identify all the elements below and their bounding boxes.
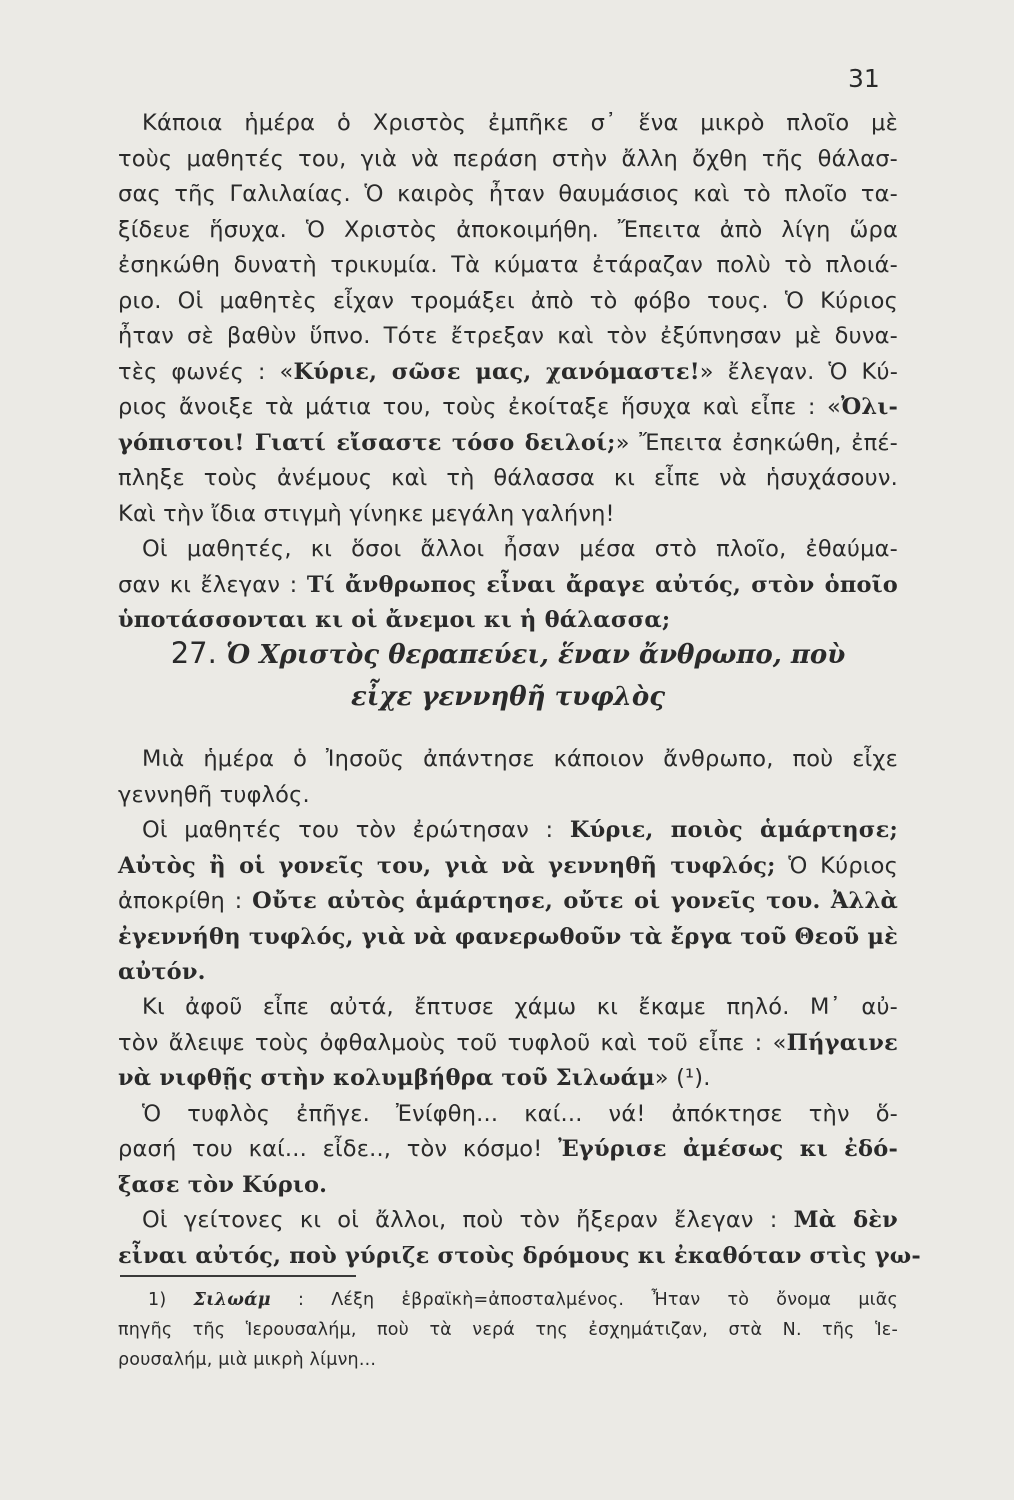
text-line: ριο. Οἱ μαθητὲς εἶχαν τρομάξει ἀπὸ τὸ φόβο τους. Ὁ Κύριος (118, 287, 898, 314)
text-line (118, 355, 898, 391)
paragraph-healing-text (118, 990, 898, 1203)
chapter-heading-line: εἶχε γεννηθῆ τυφλὸς (350, 682, 666, 712)
text-run: ἀποκρίθη : (118, 888, 253, 914)
footnote-text: : Λέξη ἑβραϊκὴ=ἀποσταλμένος. Ἦταν τὸ ὄνομα μιᾶς (270, 1290, 898, 1310)
quote-bold: Κύριε, ποιὸς ἁμάρτησε; (569, 817, 898, 843)
text-line: γεννηθῆ τυφλός. (118, 781, 310, 808)
quote-bold: Μὰ δὲν (793, 1207, 898, 1233)
quote-bold: νὰ νιφθῇς στὴν κολυμβήθρα τοῦ Σιλωάμ (118, 1065, 655, 1091)
text-run: Οἱ μαθητές του τὸν ἐρώτησαν : (142, 817, 570, 843)
text-run: » Ἔπειτα ἐσηκώθη, ἐπέ- (615, 429, 898, 456)
footnote-divider (120, 1275, 356, 1277)
footnote-term: Σιλωάμ (193, 1290, 271, 1310)
quote-bold: Ἐγύρισε ἀμέσως κι ἐδό- (558, 1136, 898, 1162)
text-line: Καὶ τὴν ἴδια στιγμὴ γίνηκε μεγάλη γαλήνη! (118, 500, 615, 527)
text-line (118, 813, 898, 849)
quote-bold: ξασε τὸν Κύριο. (118, 1171, 328, 1198)
paragraph-healing (118, 990, 898, 1203)
text-line (118, 426, 898, 462)
quote-bold: ἐγεννήθη τυφλός, γιὰ νὰ φανερωθοῦν τὰ ἔργα τοῦ Θεοῦ μὲ (118, 923, 898, 950)
footnote-line: ρουσαλήμ, μιὰ μικρὴ λίμνη... (118, 1350, 377, 1370)
paragraph-storm (118, 106, 898, 532)
quote-bold: Οὔτε αὐτὸς ἁμάρτησε, οὔτε οἱ γονεῖς του. Ἀλλὰ (252, 888, 898, 914)
paragraph-blind-man (118, 742, 898, 991)
quote-bold: ὑποτάσσονται κι οἱ ἄνεμοι κι ἡ θάλασσα; (118, 607, 671, 633)
paragraph-storm-text (118, 106, 898, 532)
footnote-marker: 1) (148, 1290, 167, 1310)
quote-bold: Ὀλι- (840, 394, 898, 420)
quote-bold: Τί ἄνθρωπος εἶναι ἄραγε αὐτός, στὸν ὁποῖο (306, 571, 898, 598)
footnote-line (118, 1285, 898, 1315)
paragraph-blind-man-text (118, 742, 898, 991)
paragraph-neighbours-text (118, 1203, 921, 1274)
text-line: ξίδευε ἥσυχα. Ὁ Χριστὸς ἀποκοιμήθη. Ἔπειτα ἀπὸ λίγη ὥρα (118, 216, 898, 243)
text-run: » ἔλεγαν. Ὁ Κύ- (699, 358, 899, 385)
text-line (118, 1132, 898, 1168)
quote-bold: εἶναι αὐτός, ποὺ γύριζε στοὺς δρόμους κι ἐκαθόταν στὶς γω- (118, 1242, 921, 1269)
page-number: 31 (848, 64, 880, 93)
paragraph-neighbours (118, 1203, 921, 1274)
text-line (118, 568, 898, 604)
text-line: Κάποια ἡμέρα ὁ Χριστὸς ἐμπῆκε σ᾽ ἕνα μικρὸ πλοῖο μὲ (142, 110, 898, 136)
text-line: ἦταν σὲ βαθὺν ὕπνο. Τότε ἔτρεξαν καὶ τὸν ἐξύπνησαν μὲ δυνα- (118, 323, 898, 349)
text-line (118, 849, 898, 885)
chapter-heading (118, 632, 898, 718)
chapter-heading-line (118, 632, 898, 676)
text-line: πληξε τοὺς ἀνέμους καὶ τὴ θάλασσα κι εἶπε νὰ ἡσυχάσουν. (118, 465, 898, 491)
quote-bold: γόπιστοι! Γιατί εἴσαστε τόσο δειλοί; (118, 429, 616, 456)
quote-bold: Κύριε, σῶσε μας, χανόμαστε! (293, 358, 700, 385)
footnote (118, 1285, 898, 1375)
text-run: Ὁ Κύριος (775, 852, 898, 879)
text-line (118, 920, 898, 956)
text-line: σας τῆς Γαλιλαίας. Ὁ καιρὸς ἦταν θαυμάσιος καὶ τὸ πλοῖο τα- (118, 181, 898, 207)
chapter-title-part: Ὁ Χριστὸς θεραπεύει, ἕναν ἄνθρωπο, ποὺ (225, 640, 846, 670)
text-line (118, 1026, 898, 1062)
text-run: σαν κι ἔλεγαν : (118, 571, 307, 598)
paragraph-marvel-text (118, 532, 898, 639)
text-line (118, 1061, 898, 1097)
text-line (118, 1168, 898, 1204)
text-run: τὸν ἄλειψε τοὺς ὀφθαλμοὺς τοῦ τυφλοῦ καὶ τοῦ εἶπε : « (118, 1029, 787, 1056)
text-line (118, 390, 898, 426)
text-line: τοὺς μαθητές του, γιὰ νὰ περάση στὴν ἄλλη ὄχθη τῆς θάλασ- (118, 145, 898, 172)
text-line: ἐσηκώθη δυνατὴ τρικυμία. Τὰ κύματα ἐτάραζαν πολὺ τὸ πλοιά- (118, 252, 898, 278)
text-line (118, 1203, 898, 1239)
text-line (118, 955, 898, 991)
quote-bold: αὐτόν. (118, 959, 206, 985)
text-line: Μιὰ ἡμέρα ὁ Ἰησοῦς ἀπάντησε κάποιον ἄνθρωπο, ποὺ εἶχε (142, 746, 898, 772)
text-line: Κι ἀφοῦ εἶπε αὐτά, ἔπτυσε χάμω κι ἔκαμε πηλό. Μ᾽ αὐ- (142, 994, 898, 1020)
quote-bold: Πήγαινε (786, 1029, 898, 1056)
text-run: Οἱ γείτονες κι οἱ ἄλλοι, ποὺ τὸν ἤξεραν ἔλεγαν : (142, 1207, 794, 1233)
footnote-line: πηγῆς τῆς Ἱερουσαλήμ, ποὺ τὰ νερά της ἐσχημάτιζαν, στὰ Ν. τῆς Ἱε- (118, 1320, 898, 1340)
quote-bold: Αὐτὸς ἢ οἱ γονεῖς του, γιὰ νὰ γεννηθῆ τυφλός; (118, 852, 776, 879)
paragraph-marvel (118, 532, 898, 639)
text-line (118, 1239, 921, 1275)
text-run: τὲς φωνές : « (118, 358, 294, 385)
chapter-number: 27. (170, 636, 217, 670)
text-line: Οἱ μαθητές, κι ὅσοι ἄλλοι ἦσαν μέσα στὸ πλοῖο, ἐθαύμα- (142, 536, 898, 562)
text-run: ριος ἄνοιξε τὰ μάτια του, τοὺς ἐκοίταξε ἥσυχα καὶ εἶπε : « (118, 394, 841, 420)
text-run: ρασή του καί... εἶδε.., τὸν κόσμο! (118, 1136, 559, 1162)
text-line (118, 884, 898, 920)
text-line: Ὁ τυφλὸς ἐπῆγε. Ἐνίφθη... καί... νά! ἀπόκτησε τὴν ὅ- (142, 1100, 898, 1127)
text-run: » (¹). (654, 1065, 711, 1091)
